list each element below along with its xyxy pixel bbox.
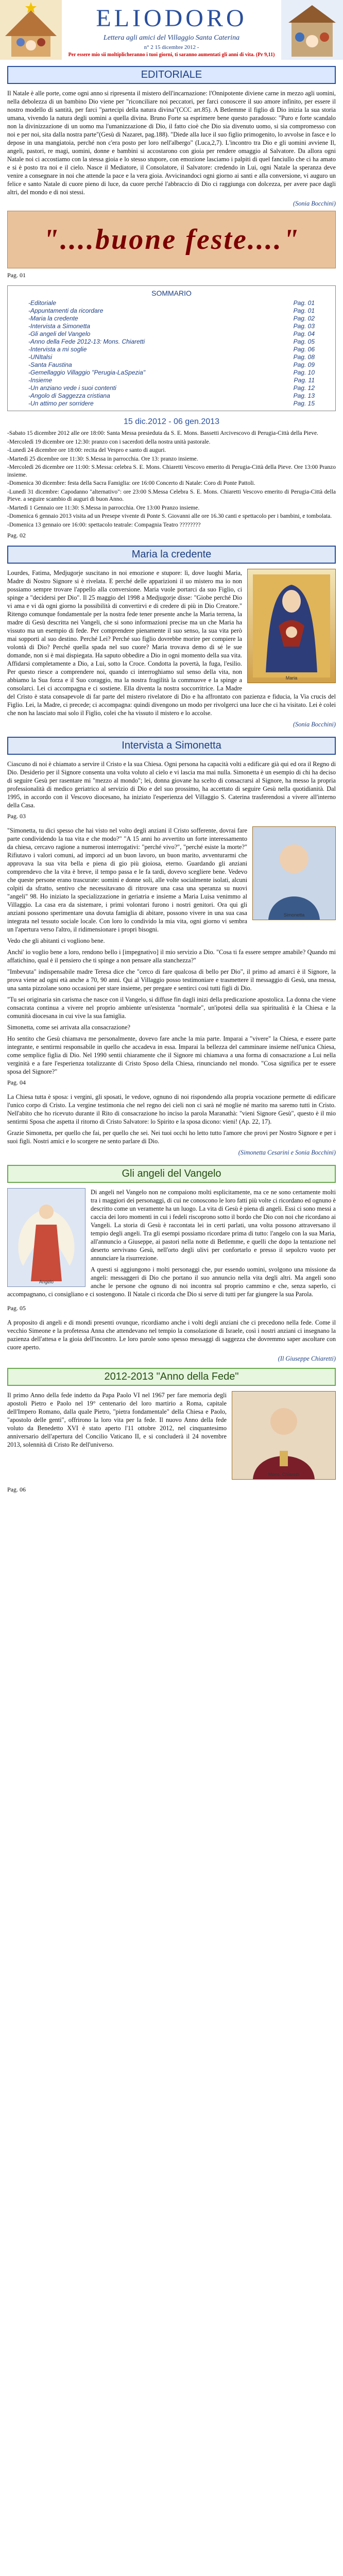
toc-item [28,400,315,408]
toc-item-label: -Appuntamenti da ricordare [28,307,104,314]
maria-text: Lourdes, Fatima, Medjugorje suscitano in noi emozione e stupore: lì, dove luoghi Maria, Madre di Nostro Signore si è rivelata. E perché delle apparizioni il uo mistero ma io non possiamo sempre trovare l'appello alla conversione. Maria vuole portarci da suo Figlio, ci spinge a "decidersi per Dio". Il 25 maggio del 1998 a Medjugorje disse: "Giobe perché Dio vi ama e vi dà ogni giorno la possibilità di convertirvi e di credere di più in Dio Creatore." Ritengo comunque fondamentale per la nostra fede tener presente anche la Maria terrena, la madre di Gesù descritta nei Vangeli, che si sono informazioni precise ma un che Maria ha vissuto ma un esempio di fede. Per comprendere pienamente il suo senso, la sua vita però mai sopporti al suo destino. Perché Lei? Perché suo figlio dovrebbe morire per compiere la volontà di Dio? Perché quella spada nel suo cuore? Maria trovava demo di sé le sue domande, non si è mai dispiegata. Ha saputo obbedire a Dio in ogni momento della sua vita. Affidarsi completamente a Dio, a Lui, sotto la Croce. Condotta la povertà, la fuga, l'esilio. Per questo riesce a comprendere noi, quando ci interroghiamo sul senso della vita, non abbiamo la Sua forza e il Suo coraggio, ma la nostra fragilità la commuove e la spinge a consolarci. Lei ci accompagna e ci sostiene. Ella diventa la nostra soccorritrice. La Madre del Cristo è stata consapevole di far parte del mistero rivelatore di Dio e ha affrontato con pazienza e fiducia, la Via crucis del Figlio. Lei, la Madre, ci precede; ci accompagna: quindi divengono un modo per rivolgerci una luce che ci ha visitato. Lei è colei che non ha lasciato mai solo il Figlio, colei che ha vissuto il mistero e lo accolse. [7,569,336,717]
appuntamenti-list [7,430,336,529]
appuntamenti-heading: 15 dic.2012 - 06 gen.2013 [124,417,219,426]
masthead-issue: n° 2 15 dicembre 2012 - [144,44,199,50]
annofede-section [7,1368,336,1494]
toc-item-label: -Anno della Fede 2012-13: Mons. Chiaretti [28,338,145,345]
maria-signature: (Sonia Bocchini) [293,721,336,728]
intervista-p3: Vedo che gli abitanti ci vogliono bene. [7,937,105,944]
maria-section [7,546,336,732]
angeli-image-caption: Angelo [39,1279,54,1284]
toc-item-page: Pag. 11 [294,377,315,384]
toc-item-page: Pag. 02 [293,315,315,322]
appuntamenti-section [7,417,336,539]
appuntamento-item: -Martedì 25 dicembre ore 11:30: S.Messa in parrocchia. Ore 13: pranzo insieme. [7,455,198,462]
toc-item-label: -Gemellaggio Villaggio "Perugia-LaSpezia" [28,369,146,376]
page-number: Pag. 05 [7,1304,26,1312]
bishop-photo-icon [232,1392,335,1479]
editoriale-text: Il Natale è alle porte, come ogni anno si ripresenta il mistero dell'incarnazione: l'Onnipotente diviene carne in mezzo agli uomini, nella debolezza di un bambino Dio viene per "riconciliare noi peccatori, per farci conoscere il suo amore infinito, per essere il nostro modello di santità, per farci "partecipi della natura divina"(CCC art.85). A Betlemme il figlio di Dio inizia la sua storia umana, vivendo la natura degli uomini a quella divina. Bruno Forte sa esprimere bene questo paradosso: "Puro e forte scandalo non la divinizzazione di un uomo ma l'umanizzazione di Dio, il fatto cioè che Dio sia divenuto uomo, si sia compromesso con noi e per noi, sita dalla nostra parte"(Gesù di Nazaret, pag.188). "Diede alla luce il suo figlio primogenito, lo avvolse in fasce e lo depose in una mangiatoia, perché non c'era posto per loro nell'albergo" (Luca,2,7). L'incontro tra Dio e gli uomini avviene Il, angeli, pastori, re magi, uomini, donne e bambini si accostarono con gioia per rendere omaggio al Salvatore. Da allora ogni Natale noi ci accostiamo con la stessa gioia e lo stesso stupore, con emozione lasciamo i palpiti di quel fanciullo che ci ha amato e si è posto tra noi e il cielo. Nasce il Mediatore, il Consolatore, il Salvatore: credendo in Lui, ogni Natale la speranza deve venire a consegnare in noi che attende la pace e la vera gioia. Avvicinandoci ogni giorno ai santi e alla conversione, vi auguro un felice e santo Natale di cuore pieno di luce, da cuore perché l'abbraccio di Dio ci raggiunga con dolcezza, per avere pace dagli altri, del mondo e di noi stessi. [7,90,336,196]
toc-item [28,361,315,369]
page-number: Pag. 04 [7,1079,26,1086]
toc-item [28,315,315,323]
toc-item-page: Pag. 04 [293,330,315,337]
page-number: Pag. 02 [7,532,26,539]
intervista-p5: "Imbevuta" indispensabile madre Teresa dice che "cerco di fare qualcosa di bello per Dio", il primo ad amarci è il Signore, la prova viene ad ogni età anche a 70, 90 anni. Qui al Villaggio posso testimoniare e trasmettere il messaggio di Gesù, una messa, una santa pizzolane sono occasioni per stare insieme, per pregare e sentirci così tutti figli di Dio. [7,968,336,992]
intervista-p7: Simonetta, come sei arrivata alla consacrazione? [7,1024,130,1031]
masthead-subtitle: Lettera agli amici del Villaggio Santa Caterina [103,34,240,42]
toc-item-page: Pag. 06 [293,346,315,353]
toc-item-page: Pag. 05 [293,338,315,345]
toc-item-page: Pag. 03 [293,323,315,330]
page-number: Pag. 01 [7,272,26,279]
appuntamento-item: -Domenica 30 dicembre: festa della Sacra Famiglia: ore 16:00 Concerto di Natale: Coro di Ponte Pattoli. [7,480,255,486]
intervista-signature: (Simonetta Cesarini e Sonia Bocchini) [238,1149,336,1156]
toc-item-label: -Un anziano vede i suoi contenti [28,384,116,392]
buone-feste-banner [7,211,336,268]
appuntamento-item: -Lunedì 24 dicembre ore 18:00: recita del Vespro e santo di auguri. [7,447,166,453]
annofede-text: Il primo Anno della fede indetto da Papa Paolo VI nel 1967 per fare memoria degli apostoli Pietro e Paolo nel 19° centenario del loro martirio a Roma, capitale dell'Impero Romano, dalla quale Pietro, "pietra fondamentale" della Chiesa e Paolo, "apostolo delle genti", offrirono la loro vita per la fede. Il nuovo Anno della fede voluto da Benedetto XVI è stato aperto l'11 ottobre 2012, nel cinquantesimo anniversario dell'apertura del Concilio Vaticano II, e si concluderà il 24 novembre 2013, solennità di Cristo Re dell'universo. [7,1392,227,1448]
toc-item-label: -UNItalsi [28,353,53,361]
angeli-text-2: A questi si aggiungono i molti personaggi che, pur essendo uomini, svolgono una missione da angeli: messaggeri di Dio che portano il suo annuncio nella vita degli altri. Ma angeli sono anche le persone che ognuno di noi incontra sul proprio cammino e che, senza saperlo, ci accompagnano, ci consigliano e ci sostengono. Il Natale ci ricorda che Dio si serve di tutti per far giungere la sua Parola. [7,1266,336,1298]
page-number: Pag. 03 [7,812,26,820]
appuntamento-item: -Lunedì 31 dicembre: Capodanno "alternativo": ore 23:00 S.Messa Celebra S. E. Mons. Chiaretti Vescovo emerito di Perugia-Città della Pieve. a seguire scambio di auguri di buon Anno. [7,488,336,502]
person-photo-icon [253,827,335,920]
angeli-section [7,1165,336,1363]
toc-item-page: Pag. 01 [293,299,315,307]
sommario-section [7,285,336,411]
editoriale-signature: (Sonia Bocchini) [293,200,336,207]
toc-item [28,307,315,315]
toc-item [28,392,315,400]
intervista-p4: Anchi' io voglio bene a loro, rendono bello i [impegnativo] il mio servizio a Dio. "Cosa ti fa essere sempre amabile? Quando mi affatichino, qual è il pensiero che ti spinge a non pensare alla stanchezza?" [7,948,336,964]
intervista-p9: La Chiesa tutta è sposa: i vergini, gli sposati, le vedove, ognuno di noi rispondendo alla propria vocazione permette di edificare l'unico corpo di Cristo. La vergine testimonia che nel regno dei cieli non ci sarà né moglie né marito ma saremo tutti in Cristo. Nell'abito che ho ricevuto durante il Rito di consacrazione ho inciso la parola Maranathà: "vieni Signore Gesù", questo è il mio sentirmi Sposa che aspetta il ritorno di Cristo Salvatore: lo Spirito e la sposa dicono: vieni! (Ap. 22, 17). [7,1093,336,1125]
masthead-note: Per essere mio sii moltiplicheranno i tuoi giorni, ti saranno aumentati gli anni di vita. (Pr 9,11) [68,52,275,58]
toc-item [28,299,315,307]
toc-item-label: -Intervista a mi soglie [28,346,87,353]
toc-item [28,338,315,346]
madonna-icon-image [247,569,336,683]
toc-item-page: Pag. 01 [293,307,315,314]
buone-feste-text: "....buone feste...." [42,224,301,256]
toc-item-label: -Angolo di Saggezza cristiana [28,392,110,399]
toc-item-label: -Intervista a Simonetta [28,323,91,330]
toc-item-page: Pag. 10 [293,369,315,376]
intervista-p6: "Tu sei originaria sin carisma che nasce con il Vangelo, si diffuse fin dagli inizi della predicazione apostolica. La donna che viene consacrata continua a vivere nel proprio ambiente un'esistenza "normale", un'ipotesi della sua spiritualità è la Chiesa e la comunità diocesana in cui vive la sua famiglia. [7,996,336,1020]
intervista-p8: Ho sentito che Gesù chiamava me personalmente, dovevo fare anche la mia parte. Imparai a "vivere" la Chiesa, e essere parte integrante, e sentirmi responsabile in quello che accadeva in essa. Imparai la bellezza del camminare insieme nell'unica Chiesa, come semplice figlia di Dio. Nel 1990 sentii chiaramente che il Signore mi chiamava a una forma di consacrazione a Lui nella verginità e a fare l'esperienza totalizzante di Cristo Sposo della Chiesa, rinunciando nel mondo. "Cosa significa per te essere sposa del Signore?" [7,1035,336,1075]
toc-item [28,353,315,361]
angel-icon [8,1189,85,1286]
angeli-text-3: A proposito di angeli e di mondi presenti ovunque, ricordiamo anche i volti degli anziani che ci precedono nella fede. Come il vecchio Simeone e la profetessa Anna che attendevano nel tempio la consolazione di Israele, così i nostri anziani ci insegnano la pazienza dell'attesa e la gioia dell'incontro. Le loro parole sono spesso messaggi di saggezza che dovremmo saper ascoltare con cuore aperto. [7,1319,336,1351]
editoriale-heading: EDITORIALE [7,66,336,84]
toc-item-label: -Un attimo per sorridere [28,400,94,407]
toc-item [28,330,315,338]
simonetta-photo [252,826,336,920]
appuntamento-item: -Mercoledì 19 dicembre ore 12:30: pranzo con i sacerdoti della nostra unità pastorale. [7,438,211,445]
toc-item-page: Pag. 13 [293,392,315,399]
toc-item-page: Pag. 08 [293,353,315,361]
toc-item-label: -Editoriale [28,299,57,307]
angeli-heading: Gli angeli del Vangelo [7,1165,336,1183]
toc-item-page: Pag. 15 [293,400,315,407]
toc-item-label: -Maria la credente [28,315,78,322]
intervista-intro: Ciascuno di noi è chiamato a servire il Cristo e la sua Chiesa. Ogni persona ha capacità volti a edificare già qui ed ora il Regno di Dio. Desiderio per il Signore consenta una volta voluto al cielo e vi lascia ma mai nulla. Simonetta è un esempio di chi ha deciso di seguire Gesù per rasentare mi "mezzo al mondo"; lei, donna giovane ha scelto di consacrarsi al Signore, ha messo la propria professionalità di medico geriatrico al servizio di Dio e del suo prossimo, ha accettato di seguire Gesù nella quotidianità. Dal 1995, in accordo con il Vescovo diocesano, ha iniziato l'esperienza del Villaggio S. Caterina trasferendosi a vivere all'interno della Casa. [7,760,336,809]
toc-list [28,299,315,408]
annofede-heading: 2012-2013 "Anno della Fede" [7,1368,336,1386]
nativity-right-illustration [281,0,343,60]
intervista-heading: Intervista a Simonetta [7,737,336,755]
toc-item [28,384,315,392]
appuntamento-item: -Mercoledì 26 dicembre ore 11:00: S.Messa: celebra S. E. Mons. Chiaretti Vescovo emerito di Perugia-Città della Pieve. Ore 13:00 Pranzo insieme. [7,464,336,478]
toc-item [28,369,315,377]
appuntamento-item: -Sabato 15 dicembre 2012 alle ore 18:00: Santa Messa presieduta da S. E. Mons. Bassetti Arcivescovo di Perugia-Città della Pieve. [7,430,318,436]
appuntamento-item: -Domenica 6 gennaio 2013 visita ad un Presepe vivente di Ponte S. Giovanni alle ore 16.30 canti e spettacolo per i bambini, e tombolata. [7,513,332,519]
maria-image-caption: Maria [285,675,298,681]
page-number: Pag. 06 [7,1486,26,1493]
toc-item-label: -Insieme [28,377,53,384]
toc-item-page: Pag. 09 [293,361,315,368]
toc-item [28,323,315,330]
angeli-text-1: Di angeli nel Vangelo non ne compaiono molti esplicitamente, ma ce ne sono certamente molti tra i maggiori dei personaggi, di cui ne conoscono le loro fatti più volte ci ricordano ed ognuno è descritto come un veramente ha un luogo. La vita di Gesù è piena di angeli. Essi ci sono messi a caccia dei loro momenti in cui i fedeli riscoprono sotto il bordo che Dio con noi che ricordano ai Vangeli. La storia di Gesù è raccontata lei in certi parlati, una volta possono attraversano il tempio degli angeli. Tra gli esempi possiamo ricordare prima di tutto: l'angelo con la sua Maria, all'annuncio a Giuseppe, ai pastori nella notte di Betlemme, e quelli che dopo la tentazione nel deserto servivano Gesù, nell'orto degli ulivi per confortarlo e presso il sepolcro vuoto per annunciare la risurrezione. [91,1189,336,1262]
chiaretti-photo [232,1391,336,1480]
intervista-image-caption: Simonetta [283,912,305,918]
toc-item-label: -Santa Faustina [28,361,72,368]
madonna-icon [248,569,335,683]
table-of-contents [7,285,336,411]
masthead [0,0,343,61]
masthead-title: ELIODORO [96,5,247,32]
toc-item-page: Pag. 12 [293,384,315,392]
maria-heading: Maria la credente [7,546,336,564]
editoriale-section [7,66,336,279]
appuntamento-item: -Domenica 13 gennaio ore 16:00: spettacolo teatrale: Compagnia Teatro ???????? [7,521,201,528]
toc-item [28,346,315,353]
intervista-section [7,737,336,1160]
toc-item [28,377,315,384]
appuntamento-item: -Martedì 1 Gennaio ore 11:30: S.Messa in parrocchia. Ore 13:00 Pranzo insieme. [7,504,200,511]
angeli-signature: (Il Giuseppe Chiaretti) [278,1355,336,1362]
annofede-image-caption: Mons. Chiaretti [268,1472,300,1477]
intervista-p10: Grazie Simonetta, per quello che fai, per quello che sei. Nei tuoi occhi ho letto tutto l'amore che provi per Nostro Signore e per i suoi figli. Nostri amici e lo scorgere ne sento parlare di Dio. [7,1129,336,1145]
toc-item-label: -Gli angeli del Vangelo [28,330,91,337]
angel-image [7,1188,85,1287]
toc-title: SOMMARIO [151,289,192,297]
intervista-q1: "Simonetta, tu dici spesso che hai visto nel volto degli anziani il Cristo sofferente, dovrai fare parte condividendo la tua vita e che modo?" "A 15 anni ho avvertito un forte interessamento da chiesa, cercavo ragione a numerosi interrogativi: "perché vivo?", "perché esiste la morte?" Rifiutavo i valori comuni, ad imporci ad un buon lavoro, un buon marito, avventurarmi che approvava la sua vita bella e piena di gio più gioiosa, eterno. Guardando gli anziani comprendevo che la vita è breve, il tempo passa e le fa tardi, dovevo scegliere bene. Vedevo che queste persone erano trascurate: uomini e donne soli, alle volte socialmente isolati, alcuni colpiti da sfratto, sentivo che necessitavano di ritrovare una casa una speranza su nuovi "angeli" 98. Ho iniziato la specializzazione in geriatria e insieme a Maria Luisa venimmo al Villaggio. La casa era da sistemare, i primi volontari furono i nostri genitori. Ora qui gli anziani possono sperimentare una dovuta famiglia di abitare, possono vivere in una sua casa integrata nel tessuto sociale locale. Con loro lo condivido la mia vita, ogni giorno vi sembra un l'apertura verso l'altro, il ridimensionare i propri bisogni. [7,827,247,933]
